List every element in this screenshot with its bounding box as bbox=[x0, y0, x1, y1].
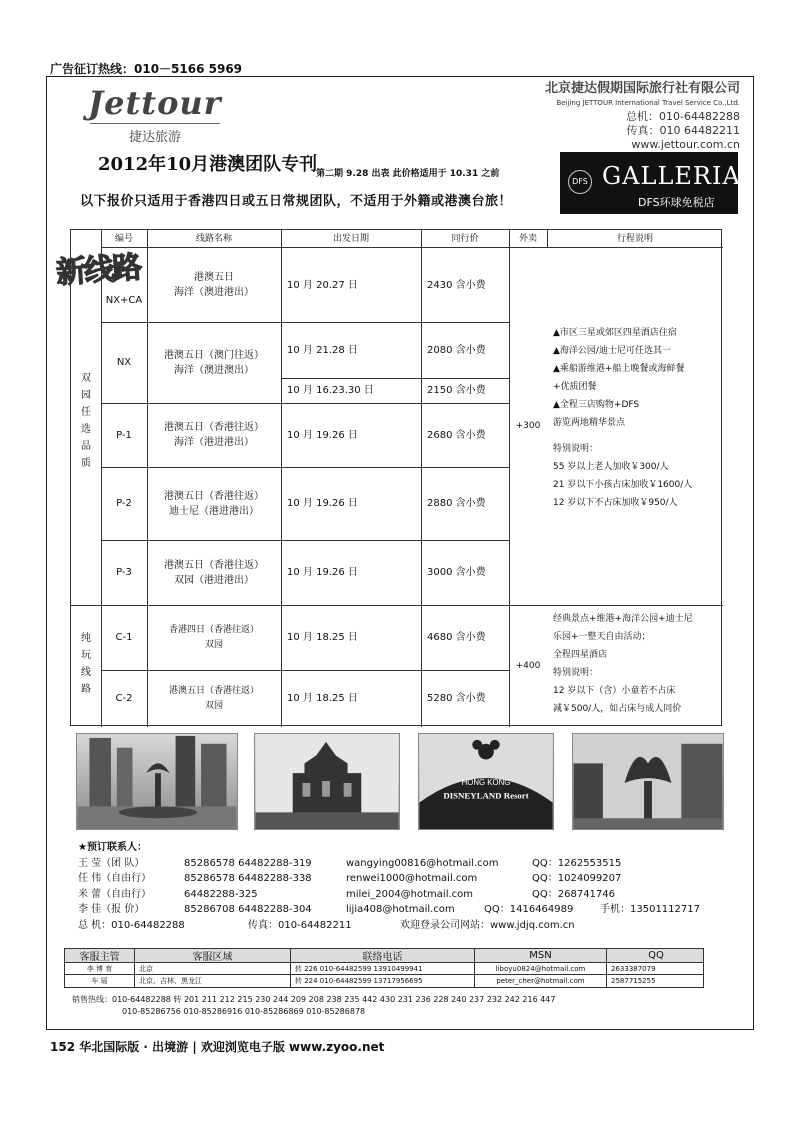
company-phone: 总机：010-64482288 bbox=[626, 110, 740, 123]
header-route: 线路名称 bbox=[147, 230, 281, 248]
row-date: 10 月 19.26 日 bbox=[287, 567, 358, 578]
ruins-of-st-paul-image bbox=[255, 734, 399, 829]
company-website[interactable]: 欢迎登录公司网站：www.jdjq.com.cn bbox=[400, 919, 575, 931]
row-price: 5280 含小费 bbox=[427, 693, 486, 704]
dfs-galleria-ad bbox=[560, 152, 741, 214]
disney-sign-2: DISNEYLAND Resort bbox=[443, 790, 529, 801]
itinerary-notes-1: ▲市区三星或郊区四星酒店住宿 ▲海洋公园/迪士尼可任选其一 ▲乘船游维港+船上晚餐或海鲜餐 +优质团餐 ▲全程三店购物+DFS 游览两地精华景点 特别说明： 55 岁以上老人加收￥300/人 21 岁以下小孩占床加收￥1600/人 12 岁以下不占床加收￥950/人 bbox=[553, 328, 693, 508]
contact-email[interactable]: lijia408@hotmail.com bbox=[346, 904, 455, 915]
bauhinia-square-photo bbox=[572, 733, 724, 830]
contact-row: 任 伟（自由行） 85286578 64482288-338 renwei1000@hotmail.com QQ：1024099207 bbox=[78, 871, 147, 887]
service-header-row: 客服主管 客服区域 联络电话 MSN QQ bbox=[65, 949, 703, 963]
issue-info: 第二期 9.28 出表 此价格适用于 10.31 之前 bbox=[316, 169, 500, 179]
disney-sign-1: HONG KONG bbox=[461, 777, 511, 787]
row-route: 港澳五日（香港往返） 双园 bbox=[168, 685, 259, 711]
price-table bbox=[70, 229, 722, 726]
row-date: 10 月 19.26 日 bbox=[287, 429, 358, 441]
company-name-en: Beijing JETTOUR International Travel Service Co.,Ltd. bbox=[556, 99, 740, 107]
row-route: 香港四日（香港往返） 双园 bbox=[168, 624, 259, 650]
row-date: 10 月 20.27 日 bbox=[287, 279, 358, 291]
row-price: 2430 含小费 bbox=[427, 279, 486, 291]
disneyland-gate-image bbox=[419, 734, 553, 829]
contact-row: 李 佳（报 价） 85286708 64482288-304 lijia408@hotmail.com QQ：1416464989 手机：13501112717 bbox=[78, 902, 147, 918]
header-code: 编号 bbox=[101, 230, 147, 248]
jettour-logo-sub: 捷达旅游 bbox=[90, 123, 220, 145]
row-date: 10 月 18.25 日 bbox=[287, 632, 358, 643]
ad-hotline: 广告征订热线：010－5166 5969 bbox=[50, 62, 243, 76]
golden-bauhinia-photo bbox=[76, 733, 238, 830]
company-name-cn: 北京捷达假期国际旅行社有限公司 bbox=[544, 81, 740, 96]
row-route: 港澳五日（香港往返） 海洋（港进港出） bbox=[164, 422, 264, 448]
bauhinia-square-image bbox=[573, 734, 723, 829]
group-label-2: 纯 玩 线 路 bbox=[81, 633, 91, 695]
row-date: 10 月 16.23.30 日 bbox=[287, 385, 374, 396]
company-info bbox=[545, 82, 740, 152]
ruins-of-st-paul-photo bbox=[254, 733, 400, 830]
row-date: 10 月 21.28 日 bbox=[287, 344, 358, 356]
contact-email[interactable]: milei_2004@hotmail.com bbox=[346, 888, 474, 900]
row-price: 2080 含小费 bbox=[427, 344, 486, 356]
page-title: 2012年10月港澳团队专刊 bbox=[98, 154, 318, 175]
row-price: 2150 含小费 bbox=[427, 385, 486, 396]
dfs-sub: DFS环球免税店 bbox=[638, 196, 715, 209]
row-price: 2680 含小费 bbox=[427, 429, 486, 441]
row-price: 3000 含小费 bbox=[427, 567, 486, 578]
row-route: 港澳五日（香港往返） 迪士尼（港进港出） bbox=[164, 490, 264, 517]
dfs-badge-icon: DFS bbox=[568, 170, 592, 194]
contact-row: 米 蕾（自由行） 64482288-325 milei_2004@hotmail.com QQ：268741746 bbox=[78, 887, 147, 903]
row-code: P-2 bbox=[116, 498, 132, 509]
row-price: 4680 含小费 bbox=[427, 632, 486, 643]
header-price: 同行价 bbox=[421, 230, 509, 248]
service-msn[interactable]: peter_cher@hotmail.com bbox=[475, 975, 607, 987]
service-row: 李 博 育 北京 转 226 010-64482599 13910499941 liboyu0824@hotmail.com 2633387079 bbox=[65, 963, 703, 975]
golden-bauhinia-image bbox=[77, 734, 237, 829]
group-label-1: 双 园 任 选 品 质 bbox=[81, 373, 91, 469]
row-date: 10 月 18.25 日 bbox=[287, 693, 358, 704]
jettour-logo: Jettour bbox=[88, 84, 222, 122]
contact-email[interactable]: renwei1000@hotmail.com bbox=[346, 873, 478, 884]
sales-hotline: 销售热线：010-64482288 转 201 211 212 215 230 244 209 208 238 235 442 430 231 236 228 240 237 232 242 216 447 010-85286756 010-85286916 010-85286869 010-85286878 bbox=[72, 995, 556, 1016]
row-route: 港澳五日 海洋（澳进港出） bbox=[174, 272, 254, 298]
header-extra: 外卖 bbox=[509, 230, 547, 248]
contacts-title: ★预订联系人： bbox=[78, 842, 147, 853]
service-row: 车 瑶 北京、吉林、黑龙江 转 224 010-64482599 13717956695 peter_cher@hotmail.com 2587715255 bbox=[65, 975, 703, 987]
row-code: NX+CA bbox=[105, 294, 143, 306]
contact-email[interactable]: wangying00816@hotmail.com bbox=[346, 857, 499, 869]
contact-list bbox=[78, 840, 700, 933]
extra-fee-2: +400 bbox=[515, 660, 541, 671]
page-footer: 152 华北国际版 · 出境游 | 欢迎浏览电子版 www.zyoo.net bbox=[50, 1040, 385, 1054]
itinerary-notes-2: 经典景点+维港+海洋公园+迪士尼 乐园+一整天自由活动； 全程四星酒店 特别说明： 12 岁以下（含）小童若不占床 减￥500/人，如占床与成人同价 bbox=[553, 614, 693, 714]
row-code: P-3 bbox=[116, 567, 132, 578]
new-route-stamp: 新线路 bbox=[55, 250, 142, 291]
row-code: C-2 bbox=[115, 693, 133, 704]
row-route: 港澳五日（香港往返） 双园（港进港出） bbox=[164, 559, 264, 586]
row-price: 2880 含小费 bbox=[427, 498, 486, 509]
contact-row: 总 机：010-64482288 传真：010-64482211 欢迎登录公司网站：www.jdjq.com.cn bbox=[78, 918, 147, 934]
extra-fee-1: +300 bbox=[515, 421, 541, 431]
row-date: 10 月 19.26 日 bbox=[287, 498, 358, 509]
company-fax: 传真：010 64482211 bbox=[626, 124, 740, 137]
dfs-name: GALLERIA bbox=[602, 162, 741, 190]
disneyland-gate-photo bbox=[418, 733, 554, 830]
row-code: C-1 bbox=[115, 632, 133, 643]
row-code: NX bbox=[116, 357, 132, 368]
row-route: 港澳五日（澳门往返） 海洋（澳进澳出） bbox=[164, 349, 264, 376]
header-date: 出发日期 bbox=[281, 230, 421, 248]
price-notice: 以下报价只适用于香港四日或五日常规团队，不适用于外籍或港澳台旅！ bbox=[80, 194, 513, 209]
header-notes: 行程说明 bbox=[547, 230, 723, 248]
service-table bbox=[64, 948, 704, 988]
row-code: P-1 bbox=[116, 429, 132, 441]
contact-row: 王 莹（团 队） 85286578 64482288-319 wangying00816@hotmail.com QQ：1262553515 bbox=[78, 856, 147, 872]
company-web[interactable]: www.jettour.com.cn bbox=[631, 138, 740, 151]
service-msn[interactable]: liboyu0824@hotmail.com bbox=[475, 963, 607, 974]
